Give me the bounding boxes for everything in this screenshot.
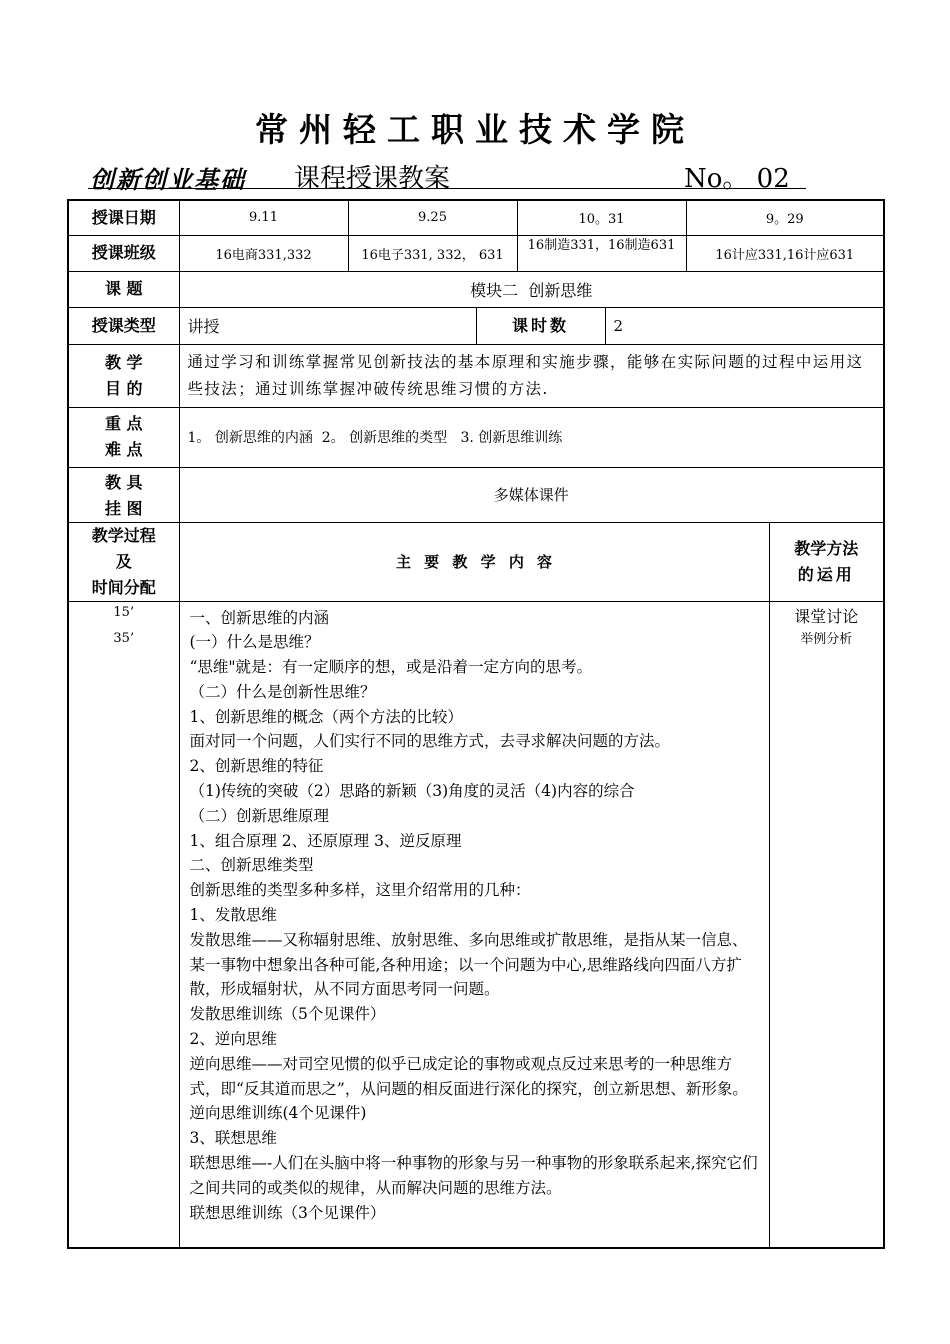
key-row bbox=[68, 407, 884, 467]
topic-value: 模块二 创新思维 bbox=[179, 271, 884, 307]
tools-label-line: 挂 图 bbox=[104, 498, 143, 518]
method-entry: 课堂讨论 bbox=[794, 606, 859, 626]
date-cell: 9。29 bbox=[686, 200, 884, 235]
goal-label-line: 教 学 bbox=[104, 352, 143, 372]
time-allocation bbox=[68, 601, 179, 1248]
hours-value: 2 bbox=[605, 307, 884, 344]
class-cell: 16电商331,332 bbox=[179, 235, 348, 271]
course-header bbox=[88, 158, 806, 194]
content-paragraph: 发散思维——又称辐射思维、放射思维、多向思维或扩散思维，是指从某一信息、某一事物中想象出各种可能,各种用途；以一个问题为中心,思维路线向四面八方扩散，形成辐射状，从不同方面思考同一问题。 bbox=[189, 930, 748, 999]
class-cell: 16电子331, 332， 631 bbox=[348, 235, 517, 271]
content-line: 一、创新思维的内涵 bbox=[189, 608, 330, 627]
process-label bbox=[68, 522, 179, 601]
document-type: 课程授课教案 bbox=[294, 164, 451, 194]
content-line: （二）创新思维原理 bbox=[189, 806, 330, 825]
institution-title: 常州轻工职业技术学院 bbox=[255, 110, 695, 149]
content-line: 1、组合原理 2、还原原理 3、逆反原理 bbox=[189, 831, 462, 850]
date-cell: 9.11 bbox=[179, 200, 348, 235]
class-row bbox=[68, 235, 884, 271]
content-line: 联想思维训练（3个见课件） bbox=[189, 1203, 386, 1222]
content-line: “思维"就是：有一定顺序的想，或是沿着一定方向的思考。 bbox=[189, 658, 593, 677]
process-label-line: 教学过程 bbox=[91, 525, 156, 545]
type-row bbox=[68, 307, 884, 344]
goal-label bbox=[68, 344, 179, 407]
date-cell: 9.25 bbox=[348, 200, 517, 235]
topic-row bbox=[68, 271, 884, 307]
content-line: （二）什么是创新性思维？ bbox=[189, 682, 376, 701]
topic-label: 课 题 bbox=[68, 271, 179, 307]
tools-text: 多媒体课件 bbox=[179, 467, 884, 522]
date-row bbox=[68, 200, 884, 235]
date-cell: 10。31 bbox=[517, 200, 686, 235]
type-value: 讲授 bbox=[179, 307, 476, 344]
content-line: 1、创新思维的概念（两个方法的比较） bbox=[189, 707, 463, 726]
key-label-line: 难 点 bbox=[104, 440, 143, 459]
content-line: 2、创新思维的特征 bbox=[189, 757, 324, 776]
time-entry: 35’ bbox=[113, 630, 135, 646]
content-line: (一）什么是思维？ bbox=[189, 633, 320, 652]
content-line: 创新思维的类型多种多样，这里介绍常用的几种： bbox=[189, 881, 531, 900]
content-line: 逆向思维训练(4个见课件) bbox=[189, 1104, 367, 1123]
document-number: No。 02 bbox=[684, 164, 790, 194]
method-label-line: 的运用 bbox=[797, 564, 855, 584]
tools-label-line: 教 具 bbox=[104, 472, 143, 492]
key-label-line: 重 点 bbox=[104, 414, 143, 433]
column-header-row bbox=[68, 522, 884, 601]
process-label-line: 及 bbox=[115, 551, 132, 571]
content-line: 发散思维训练（5个见课件） bbox=[189, 1005, 386, 1024]
type-label: 授课类型 bbox=[68, 307, 179, 344]
key-label bbox=[68, 407, 179, 467]
time-entry: 15’ bbox=[113, 604, 135, 620]
content-line: 1、发散思维 bbox=[189, 906, 277, 925]
class-cell: 16制造331，16制造631 bbox=[517, 235, 686, 271]
main-content bbox=[179, 601, 769, 1248]
class-label: 授课班级 bbox=[68, 235, 179, 271]
method-label bbox=[769, 522, 884, 601]
goal-text: 通过学习和训练掌握常见创新技法的基本原理和实施步骤，能够在实际问题的过程中运用这些技法；通过训练掌握冲破传统思维习惯的方法. bbox=[179, 344, 884, 407]
teaching-methods bbox=[769, 601, 884, 1248]
tools-row bbox=[68, 467, 884, 522]
content-line: 二、创新思维类型 bbox=[189, 856, 314, 875]
hours-label: 课时数 bbox=[476, 307, 605, 344]
tools-label bbox=[68, 467, 179, 522]
method-entry: 举例分析 bbox=[800, 631, 853, 647]
content-paragraph: 逆向思维——对司空见惯的似乎已成定论的事物或观点反过来思考的一种思维方式，即“反其道而思之”，从问题的相反面进行深化的探究，创立新思想、新形象。 bbox=[189, 1054, 748, 1098]
process-label-line: 时间分配 bbox=[91, 577, 156, 597]
key-text: 1。 创新思维的内涵 2。 创新思维的类型 3. 创新思维训练 bbox=[179, 407, 884, 467]
method-label-line: 教学方法 bbox=[794, 538, 859, 558]
content-row bbox=[68, 601, 884, 1248]
course-name: 创新创业基础 bbox=[90, 165, 246, 194]
goal-row bbox=[68, 344, 884, 407]
content-line: 3、联想思维 bbox=[189, 1129, 277, 1148]
main-content-label: 主 要 教 学 内 容 bbox=[179, 522, 769, 601]
content-line: 面对同一个问题，人们实行不同的思维方式，去寻求解决问题的方法。 bbox=[189, 732, 671, 751]
date-label: 授课日期 bbox=[68, 200, 179, 235]
content-paragraph: 联想思维—-人们在头脑中将一种事物的形象与另一种事物的形象联系起来,探究它们之间共同的或类似的规律，从而解决问题的思维方法。 bbox=[189, 1154, 758, 1197]
class-cell: 16计应331,16计应631 bbox=[686, 235, 884, 271]
lesson-plan-table bbox=[67, 199, 885, 1249]
content-line: 2、逆向思维 bbox=[189, 1030, 277, 1049]
content-line: （1)传统的突破（2）思路的新颖（3)角度的灵活（4)内容的综合 bbox=[189, 782, 635, 801]
goal-label-line: 目 的 bbox=[104, 378, 143, 398]
